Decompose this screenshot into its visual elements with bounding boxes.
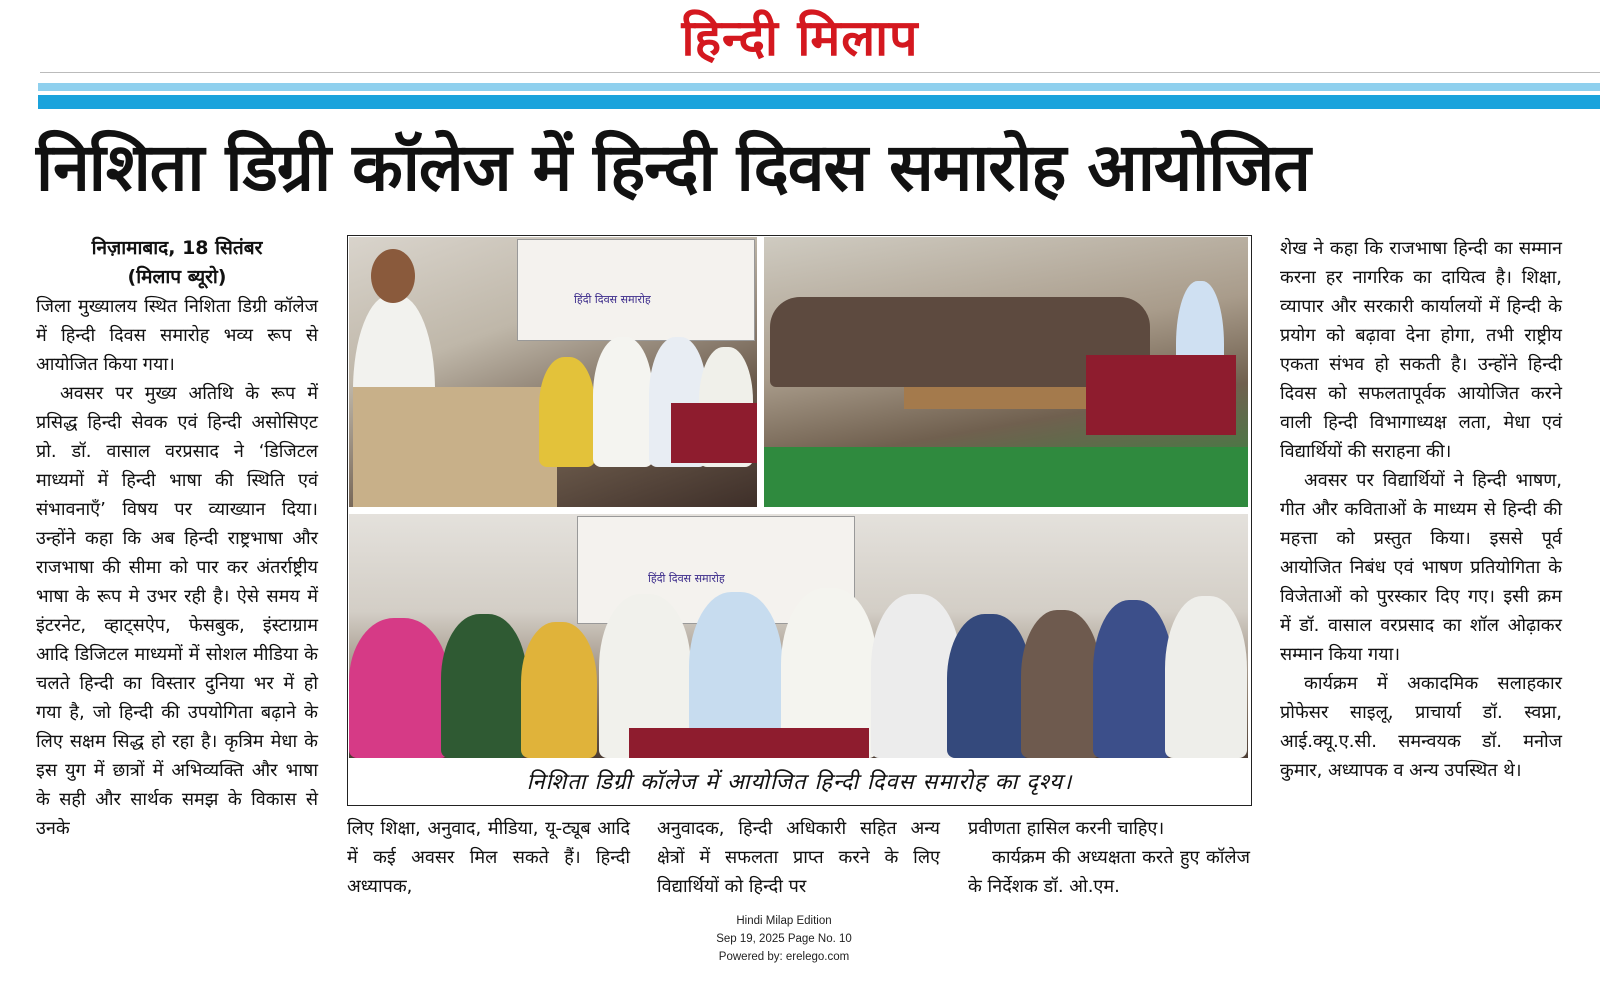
- seated-guest: [593, 337, 653, 467]
- paragraph: शेख ने कहा कि राजभाषा हिन्दी का सम्मान करना हर नागरिक का दायित्व है। शिक्षा, व्यापार और सरकारी कार्यालयों में हिन्दी के प्रयोग को बढ़ावा देना होगा, तभी राष्ट्रीय एकता संभव हो सकती है। उन्होंने हिन्दी दिवस को सफलतापूर्वक आयोजित करने वाली हिन्दी विभागाध्यक्ष लता, मेधा एवं विद्यार्थियों की सराहना की।: [1280, 238, 1562, 462]
- article-column-4: [968, 814, 1250, 901]
- screen-text: हिंदी दिवस समारोह: [574, 293, 651, 306]
- article-column-1: [36, 234, 318, 843]
- photo-caption: निशिता डिग्री कॉलेज में आयोजित हिन्दी दिवस समारोह का दृश्य।: [526, 770, 1073, 795]
- speaker-head: [371, 249, 415, 303]
- masthead-rule: [40, 72, 1600, 73]
- photo-group: [349, 514, 1248, 758]
- footer-date-page: Sep 19, 2025 Page No. 10: [716, 933, 852, 945]
- article-column-2: [347, 814, 630, 901]
- seated-guest: [539, 357, 595, 467]
- paragraph: अनुवादक, हिन्दी अधिकारी सहित अन्य क्षेत्रों में सफलता प्राप्त करने के लिए विद्यार्थियों को हिन्दी पर: [657, 818, 940, 897]
- stage-table: [671, 403, 757, 463]
- blue-band: [38, 95, 1600, 109]
- photo-speaker-stage: [349, 237, 757, 507]
- screen-text: हिंदी दिवस समारोह: [648, 572, 725, 585]
- group-member: [1093, 600, 1173, 758]
- group-member: [1165, 596, 1247, 758]
- paragraph: अवसर पर मुख्य अतिथि के रूप में प्रसिद्ध हिन्दी सेवक एवं हिन्दी असोसिएट प्रो. डॉ. वासाल वरप्रसाद ने ‘डिजिटल माध्यमों में हिन्दी भाषा की स्थिति एवं संभावनाएँ’ विषय पर व्याख्यान दिया। उन्होंने कहा कि अब हिन्दी राष्ट्रभाषा और राजभाषा की सीमा को पार कर अंतर्राष्ट्रीय भाषा के रूप मे उभर रही है। ऐसे समय में इंटरनेट, व्हाट्सऐप, फेसबुक, इंस्टाग्राम आदि डिजिटल माध्यमों में सोशल मीडिया के चलते हिन्दी का विस्तार दुनिया भर में हो गया है, जो हिन्दी की उपयोगिता बढ़ाने के लिए सक्षम सिद्ध हो रहा है। कृत्रिम मेधा के इस युग में छात्रों में अभिव्यक्ति और भाषा के सही और सार्थक समझ के विकास से उनके: [36, 383, 318, 839]
- podium: [353, 387, 557, 507]
- speaker-table: [1086, 355, 1236, 435]
- headline: निशिता डिग्री कॉलेज में हिन्दी दिवस समारोह आयोजित: [36, 129, 1310, 206]
- edition-footer: [0, 912, 1568, 966]
- group-member: [1021, 610, 1101, 758]
- group-member: [441, 614, 527, 758]
- front-desks: [904, 387, 1104, 409]
- photo-collage: [347, 235, 1252, 806]
- article-column-5: [1280, 234, 1562, 785]
- green-floor: [764, 447, 1248, 507]
- projector-screen: [517, 239, 755, 341]
- paragraph: अवसर पर विद्यार्थियों ने हिन्दी भाषण, गीत और कविताओं के माध्यम से हिन्दी की महत्ता को प्रस्तुत किया। इससे पूर्व आयोजित निबंध एवं भाषण प्रतियोगिता के विजेताओं को पुरस्कार दिए गए। इसी क्रम में डॉ. वासाल वरप्रसाद का शॉल ओढ़ाकर सम्मान किया गया।: [1280, 470, 1562, 665]
- paragraph: लिए शिक्षा, अनुवाद, मीडिया, यू-ट्यूब आदि में कई अवसर मिल सकते हैं। हिन्दी अध्यापक,: [347, 818, 630, 897]
- group-member: [349, 618, 449, 758]
- group-member: [947, 614, 1031, 758]
- group-table: [629, 728, 869, 758]
- paragraph: जिला मुख्यालय स्थित निशिता डिग्री कॉलेज में हिन्दी दिवस समारोह भव्य रूप से आयोजित किया गया।: [36, 296, 318, 375]
- light-blue-band: [38, 83, 1600, 91]
- paragraph: प्रवीणता हासिल करनी चाहिए।: [968, 818, 1165, 839]
- photo-audience-hall: [764, 237, 1248, 507]
- group-member: [521, 622, 597, 758]
- dateline-bureau: (मिलाप ब्यूरो): [127, 266, 227, 288]
- paragraph: कार्यक्रम में अकादमिक सलाहकार प्रोफेसर साइलू, प्राचार्या डॉ. स्वप्ना, आई.क्यू.ए.सी. समन्वयक डॉ. मनोज कुमार, अध्यापक व अन्य उपस्थित थे।: [1280, 673, 1562, 781]
- paragraph: कार्यक्रम की अध्यक्षता करते हुए कॉलेज के निर्देशक डॉ. ओ.एम.: [968, 847, 1250, 897]
- footer-powered-by: Powered by: erelego.com: [718, 951, 850, 963]
- article-column-3: [657, 814, 940, 901]
- footer-edition: Hindi Milap Edition: [736, 915, 832, 927]
- masthead-title: हिन्दी मिलाप: [681, 8, 919, 67]
- dateline-place-date: निज़ामाबाद, 18 सितंबर: [91, 237, 263, 259]
